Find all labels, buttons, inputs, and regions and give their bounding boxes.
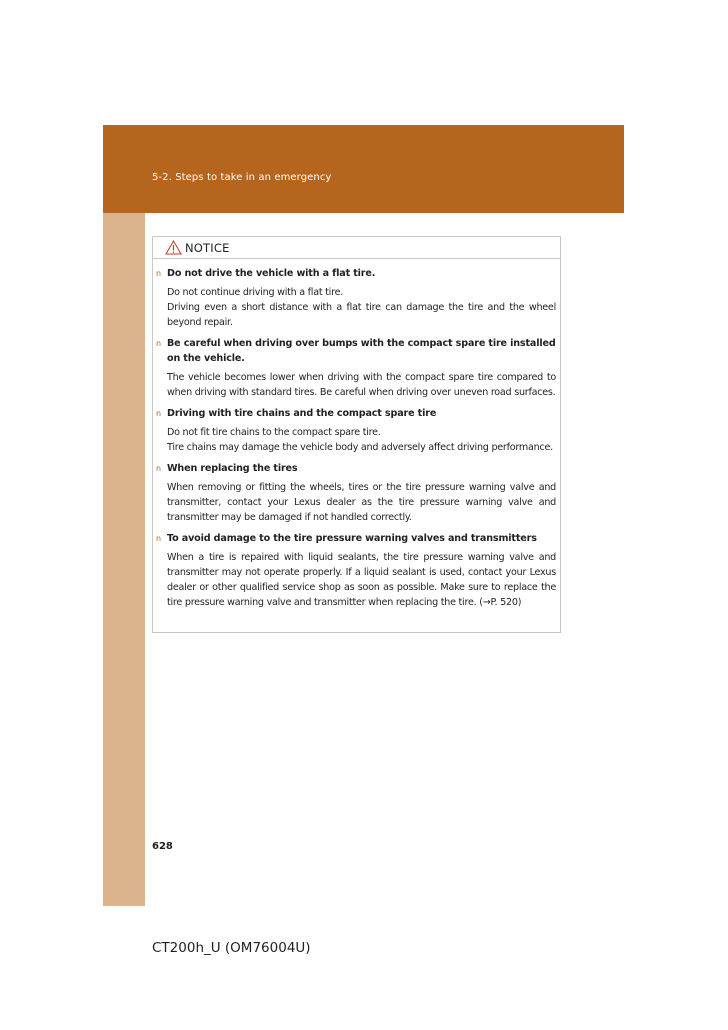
item-paragraph [167,370,556,400]
notice-body [153,259,560,610]
section-title: 5-2. Steps to take in an emergency [152,172,332,183]
paragraph-line: When removing or fitting the wheels, tires or the tire pressure warning valve and transmitter, contact your Lexus dealer as the tire pressure warning valve and transmitter may be damaged if not handled correctly. [167,482,556,523]
notice-item [156,406,556,455]
item-paragraph [167,285,556,330]
page-number: 628 [152,841,173,852]
item-heading: Driving with tire chains and the compact spare tire [167,408,437,419]
notice-item [156,461,556,525]
notice-item [156,531,556,610]
bullet-marker: n [156,339,162,348]
paragraph-line: Do not continue driving with a flat tire. [167,287,344,298]
paragraph-line: Do not fit tire chains to the compact spare tire. [167,427,381,438]
side-tab-strip [103,213,145,906]
notice-item [156,336,556,400]
bullet-marker: n [156,534,162,543]
document-code: CT200h_U (OM76004U) [152,940,311,956]
bullet-marker: n [156,464,162,473]
notice-title: NOTICE [185,240,230,255]
bullet-marker: n [156,269,162,278]
item-heading: Be careful when driving over bumps with the compact spare tire installed on the vehicle. [167,338,556,364]
item-paragraph [167,480,556,525]
notice-header [153,237,560,259]
warning-triangle-icon [165,240,182,255]
item-heading: Do not drive the vehicle with a flat tire. [167,268,376,279]
notice-box [152,236,561,633]
paragraph-line: The vehicle becomes lower when driving with the compact spare tire compared to when driving with standard tires. Be careful when driving over uneven road surfaces. [167,372,556,398]
item-paragraph [167,425,556,455]
notice-item [156,266,556,330]
item-paragraph [167,550,556,610]
paragraph-line: Tire chains may damage the vehicle body and adversely affect driving performance. [167,442,553,453]
paragraph-line: When a tire is repaired with liquid sealants, the tire pressure warning valve and transmitter may not operate properly. If a liquid sealant is used, contact your Lexus dealer or other qualified service shop as soon as possible. Make sure to replace the tire pressure warning valve and transmitter when replacing the tire. (→P. 520) [167,552,556,608]
item-heading: To avoid damage to the tire pressure warning valves and transmitters [167,533,537,544]
bullet-marker: n [156,409,162,418]
chapter-header-band [103,125,624,213]
item-heading: When replacing the tires [167,463,298,474]
paragraph-line: Driving even a short distance with a flat tire can damage the tire and the wheel beyond repair. [167,302,556,328]
